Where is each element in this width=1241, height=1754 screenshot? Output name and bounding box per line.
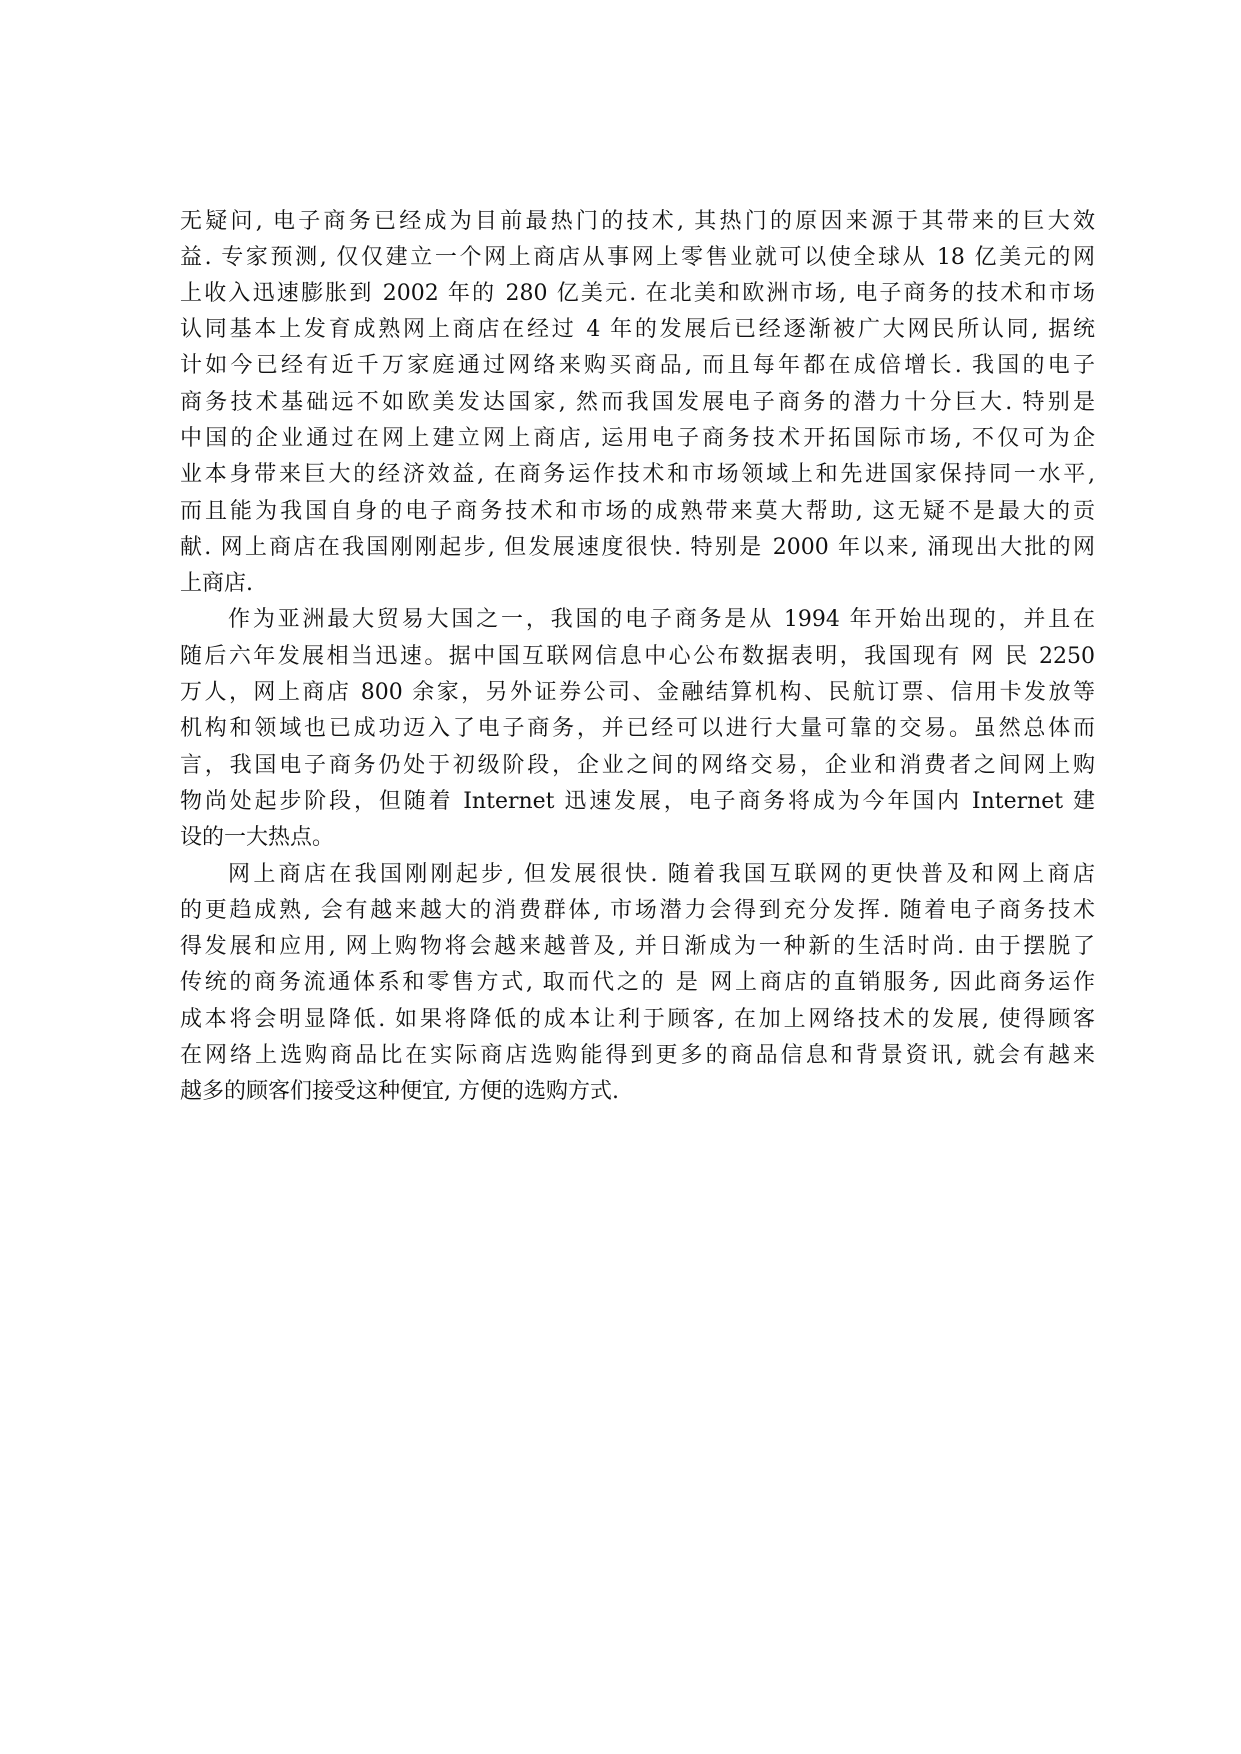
text-line: 在网络上选购商品比在实际商店选购能得到更多的商品信息和背景资讯, 就会有越来 [180, 1043, 1095, 1069]
text-line: 而且能为我国自身的电子商务技术和市场的成熟带来莫大帮助, 这无疑不是最大的贡 [180, 498, 1095, 524]
text-line: 机构和领域也已成功迈入了电子商务，并已经可以进行大量可靠的交易。虽然总体而 [180, 716, 1095, 742]
text-line: 商务技术基础远不如欧美发达国家, 然而我国发展电子商务的潜力十分巨大. 特别是 [180, 389, 1095, 415]
text-line: 物尚处起步阶段，但随着 Internet 迅速发展，电子商务将成为今年国内 Internet 建 [180, 788, 1095, 814]
text-line: 无疑问, 电子商务已经成为目前最热门的技术, 其热门的原因来源于其带来的巨大效 [180, 209, 1095, 234]
text-line: 的更趋成熟, 会有越来越大的消费群体, 市场潜力会得到充分发挥. 随着电子商务技术 [180, 897, 1095, 923]
text-line: 益. 专家预测, 仅仅建立一个网上商店从事网上零售业就可以使全球从 18 亿美元的网 [180, 245, 1095, 271]
paragraph-ecommerce-overview [180, 204, 1095, 602]
text-line: 上商店. [180, 571, 253, 597]
paragraph-online-store-development [180, 857, 1095, 1111]
text-line: 中国的企业通过在网上建立网上商店, 运用电子商务技术开拓国际市场, 不仅可为企 [180, 425, 1095, 451]
text-line: 网上商店在我国刚刚起步, 但发展很快. 随着我国互联网的更快普及和网上商店 [228, 861, 1095, 887]
document-body [180, 204, 1095, 1111]
text-line: 计如今已经有近千万家庭通过网络来购买商品, 而且每年都在成倍增长. 我国的电子 [180, 353, 1095, 379]
text-line: 上收入迅速膨胀到 2002 年的 280 亿美元. 在北美和欧洲市场, 电子商务的技术和市场 [180, 280, 1095, 306]
paragraph-china-ecommerce [180, 602, 1095, 856]
text-line: 献. 网上商店在我国刚刚起步, 但发展速度很快. 特别是 2000 年以来, 涌现出大批的网 [180, 534, 1095, 560]
text-line: 成本将会明显降低. 如果将降低的成本让利于顾客, 在加上网络技术的发展, 使得顾客 [180, 1006, 1095, 1032]
text-line: 越多的顾客们接受这种便宜, 方便的选购方式. [180, 1079, 619, 1105]
text-line: 设的一大热点。 [180, 825, 335, 851]
text-line: 言，我国电子商务仍处于初级阶段，企业之间的网络交易，企业和消费者之间网上购 [180, 752, 1095, 778]
text-line: 随后六年发展相当迅速。据中国互联网信息中心公布数据表明，我国现有 网 民 2250 [180, 643, 1095, 669]
text-line: 作为亚洲最大贸易大国之一，我国的电子商务是从 1994 年开始出现的，并且在 [228, 607, 1095, 633]
text-line: 业本身带来巨大的经济效益, 在商务运作技术和市场领域上和先进国家保持同一水平, [180, 462, 1095, 488]
text-line: 万人，网上商店 800 余家，另外证券公司、金融结算机构、民航订票、信用卡发放等 [180, 680, 1095, 706]
text-line: 认同基本上发育成熟网上商店在经过 4 年的发展后已经逐渐被广大网民所认同, 据统 [180, 317, 1095, 343]
text-line: 得发展和应用, 网上购物将会越来越普及, 并日渐成为一种新的生活时尚. 由于摆脱了 [180, 934, 1095, 960]
text-line: 传统的商务流通体系和零售方式, 取而代之的 是 网上商店的直销服务, 因此商务运作 [180, 970, 1095, 996]
